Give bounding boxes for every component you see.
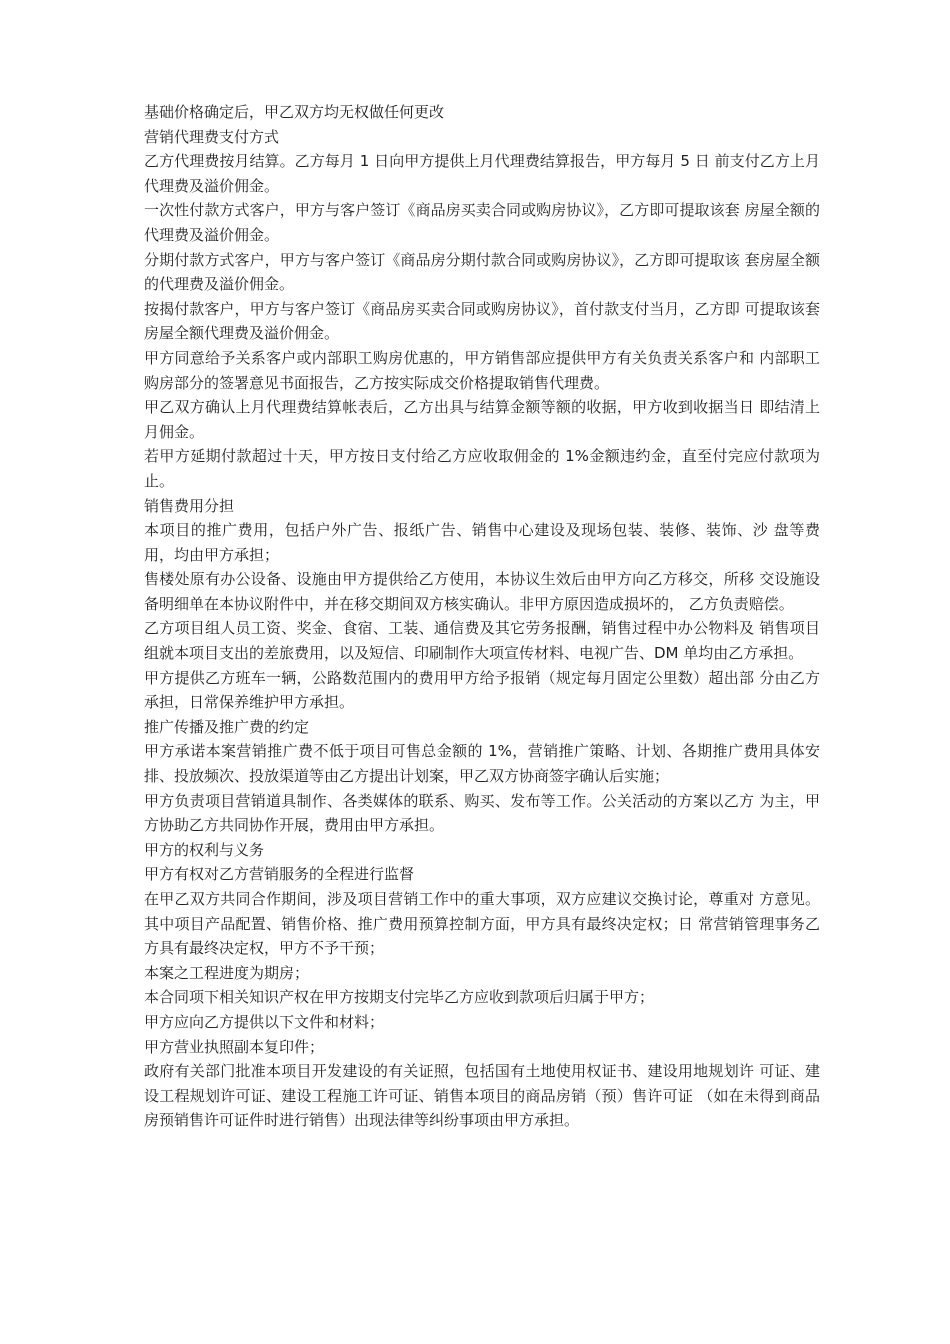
paragraph: 基础价格确定后，甲乙双方均无权做任何更改	[144, 103, 445, 121]
paragraph: 本案之工程进度为期房；	[144, 963, 310, 982]
section-heading: 推广传播及推广费的约定	[144, 717, 310, 736]
section-heading: 营销代理费支付方式	[144, 127, 280, 146]
paragraph: 甲方提供乙方班车一辆，公路数范围内的费用甲方给予报销（规定每月固定公里数）超出部 分由乙方承担，日常保养维护甲方承担。	[144, 668, 820, 712]
section-heading: 销售费用分担	[144, 496, 235, 515]
paragraph: 本项目的推广费用，包括户外广告、报纸广告、销售中心建设及现场包装、装修、装饰、沙 盘等费用，均由甲方承担；	[144, 521, 820, 564]
paragraph: 甲方营业执照副本复印件；	[144, 1037, 325, 1056]
paragraph: 甲方承诺本案营销推广费不低于项目可售总金额的 1%，营销推广策略、计划、各期推广费用具体安排、投放频次、投放渠道等由乙方提出计划案，甲乙双方协商签字确认后实施；	[144, 742, 820, 786]
paragraph: 本合同项下相关知识产权在甲方按期支付完毕乙方应收到款项后归属于甲方；	[144, 988, 655, 1007]
paragraph: 甲方应向乙方提供以下文件和材料；	[144, 1012, 385, 1031]
paragraph: 甲乙双方确认上月代理费结算帐表后，乙方出具与结算金额等额的收据，甲方收到收据当日 即结清上月佣金。	[144, 398, 820, 441]
paragraph: 按揭付款客户，甲方与客户签订《商品房买卖合同或购房协议》，首付款支付当月，乙方即 可提取该套房屋全额代理费及溢价佣金。	[144, 299, 820, 343]
section-heading: 甲方的权利与义务	[144, 840, 265, 859]
paragraph: 乙方项目组人员工资、奖金、食宿、工装、通信费及其它劳务报酬，销售过程中办公物料及 销售项目组就本项目支出的差旅费用，以及短信、印刷制作大项宣传材料、电视广告、DM 单均由乙方承担。	[144, 619, 820, 663]
paragraph: 甲方有权对乙方营销服务的全程进行监督	[144, 865, 415, 884]
paragraph: 在甲乙双方共同合作期间，涉及项目营销工作中的重大事项，双方应建议交换讨论，尊重对 方意见。其中项目产品配置、销售价格、推广费用预算控制方面，甲方具有最终决定权；日 常营销管理事务乙方具有最终决定权，甲方不予干预；	[144, 890, 820, 958]
document-body	[144, 100, 820, 1133]
paragraph: 一次性付款方式客户，甲方与客户签订《商品房买卖合同或购房协议》，乙方即可提取该套 房屋全额的代理费及溢价佣金。	[144, 201, 820, 244]
paragraph: 甲方同意给予关系客户或内部职工购房优惠的，甲方销售部应提供甲方有关负责关系客户和 内部职工购房部分的签署意见书面报告，乙方按实际成交价格提取销售代理费。	[144, 348, 820, 392]
paragraph: 甲方负责项目营销道具制作、各类媒体的联系、购买、发布等工作。公关活动的方案以乙方 为主，甲方协助乙方共同协作开展，费用由甲方承担。	[144, 791, 820, 835]
paragraph: 若甲方延期付款超过十天，甲方按日支付给乙方应收取佣金的 1%金额违约金，直至付完应付款项为止。	[144, 447, 820, 490]
paragraph: 分期付款方式客户，甲方与客户签订《商品房分期付款合同或购房协议》，乙方即可提取该 套房屋全额的代理费及溢价佣金。	[144, 250, 820, 294]
paragraph: 乙方代理费按月结算。乙方每月 1 日向甲方提供上月代理费结算报告，甲方每月 5 日 前支付乙方上月代理费及溢价佣金。	[144, 152, 820, 195]
paragraph: 政府有关部门批准本项目开发建设的有关证照，包括国有土地使用权证书、建设用地规划许 可证、建设工程规划许可证、建设工程施工许可证、销售本项目的商品房销（预）售许可证 （如在未得到商品房预销售许可证件时进行销售）出现法律等纠纷事项由甲方承担。	[144, 1062, 820, 1130]
paragraph: 售楼处原有办公设备、设施由甲方提供给乙方使用，本协议生效后由甲方向乙方移交，所移 交设施设备明细单在本协议附件中，并在移交期间双方核实确认。非甲方原因造成损坏的， 乙方负责赔偿。	[144, 570, 820, 613]
